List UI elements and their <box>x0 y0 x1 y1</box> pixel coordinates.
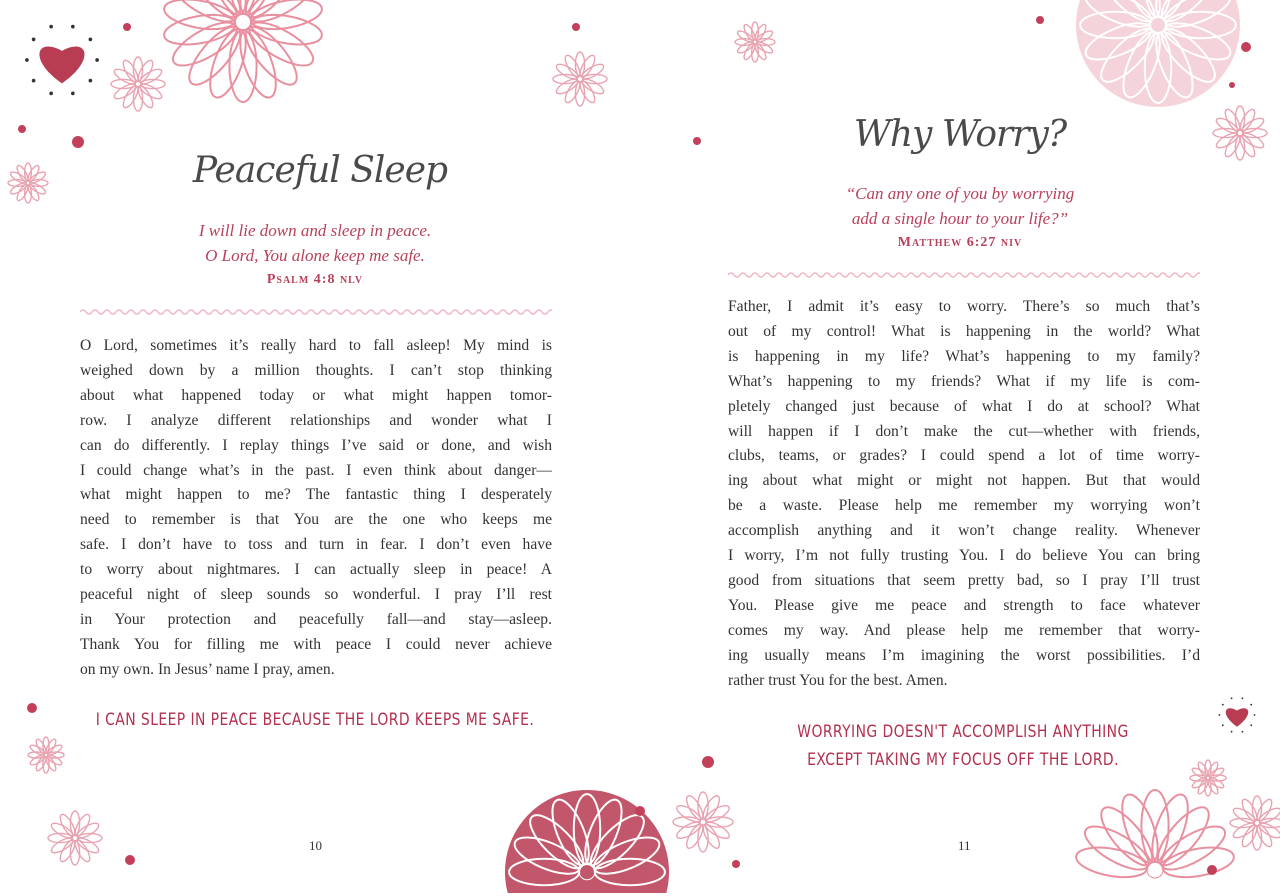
body-line: is happening in my life? What’s happening to my family? <box>728 347 1200 365</box>
body-line: good from situations that seem pretty bad, so I pray I’ll trust <box>728 571 1200 589</box>
wavy-divider <box>728 268 1200 282</box>
body-line: rather trust You for the best. Amen. <box>728 671 948 689</box>
verse-line: O Lord, You alone keep me safe. <box>205 246 425 265</box>
body-line: I worry, I’m not fully trusting You. I do believe You can bring <box>728 547 1200 565</box>
body-line: Father, I admit it’s easy to worry. There’s so much that’s <box>728 298 1200 315</box>
body-line: will happen if I don’t make the cut—whether with friends, <box>728 422 1200 440</box>
body-line: ing usually means I’m imagining the worst possibilities. I’d <box>728 646 1200 664</box>
body-line: in Your protection and peacefully fall—and stay—asleep. <box>80 610 552 628</box>
body-line: safe. I don’t have to toss and turn in fear. I don’t even have <box>80 536 552 554</box>
tagline <box>57 706 574 734</box>
body-line: peaceful night of sleep sounds so wonderful. I pray I’ll rest <box>80 586 552 604</box>
body-line: comes my way. And please help me remember that worry- <box>728 621 1200 639</box>
page-title: Peaceful Sleep <box>192 150 448 191</box>
body-line: row. I analyze different relationships and wonder what I <box>80 411 552 429</box>
body-line: clubs, teams, or grades? I could spend a lot of time worry- <box>728 447 1200 465</box>
body-line: what might happen to me? The fantastic thing I desperately <box>80 486 552 504</box>
tagline-line: I CAN SLEEP IN PEACE BECAUSE THE LORD KEEPS ME SAFE. <box>95 710 535 730</box>
page-number: 10 <box>309 838 322 853</box>
tagline-line: EXCEPT TAKING MY FOCUS OFF THE LORD. <box>807 750 1119 770</box>
body-line: ing about what might or might not happen. But that would <box>728 472 1200 490</box>
body-line: can do differently. I replay things I’ve said or done, and wish <box>80 436 552 454</box>
tagline <box>698 718 1228 774</box>
body-line: accomplish anything and it won’t change reality. Whenever <box>728 522 1200 540</box>
scripture-verse <box>0 218 630 268</box>
body-line: Thank You for filling me with peace I could never achieve <box>80 635 552 653</box>
body-line: I could change what’s in the past. I even think about danger— <box>80 461 552 479</box>
body-line: What’s happening to my friends? What if my life is com- <box>728 372 1200 390</box>
body-line: O Lord, sometimes it’s really hard to fall asleep! My mind is <box>80 337 552 354</box>
body-line: on my own. In Jesus’ name I pray, amen. <box>80 660 335 678</box>
body-line: about what happened today or what might happen tomor- <box>80 386 552 404</box>
verse-line: add a single hour to your life?” <box>851 209 1069 228</box>
wavy-divider <box>80 305 552 319</box>
page-number: 11 <box>958 838 971 853</box>
page-right <box>640 0 1280 896</box>
body-text <box>728 295 1200 694</box>
body-line: be a waste. Please help me remember my worrying won’t <box>728 497 1200 515</box>
verse-line: I will lie down and sleep in peace. <box>198 221 432 240</box>
body-text <box>80 334 552 683</box>
tagline-line: WORRYING DOESN'T ACCOMPLISH ANYTHING <box>797 722 1129 742</box>
scripture-reference: Matthew 6:27 niv <box>897 235 1023 250</box>
body-line: You. Please give me peace and strength to face whatever <box>728 596 1200 614</box>
body-line: weighed down by a million thoughts. I can’t stop thinking <box>80 361 552 379</box>
page-title: Why Worry? <box>853 114 1067 155</box>
body-line: to worry about nightmares. I can actually sleep in peace! A <box>80 561 552 579</box>
scripture-verse <box>640 181 1280 231</box>
body-line: out of my control! What is happening in the world? What <box>728 322 1200 340</box>
scripture-reference: Psalm 4:8 nlv <box>266 272 364 287</box>
verse-line: “Can any one of you by worrying <box>845 184 1075 203</box>
body-line: pletely changed just because of what I do at school? What <box>728 397 1200 415</box>
body-line: need to remember is that You are the one who keeps me <box>80 511 552 529</box>
